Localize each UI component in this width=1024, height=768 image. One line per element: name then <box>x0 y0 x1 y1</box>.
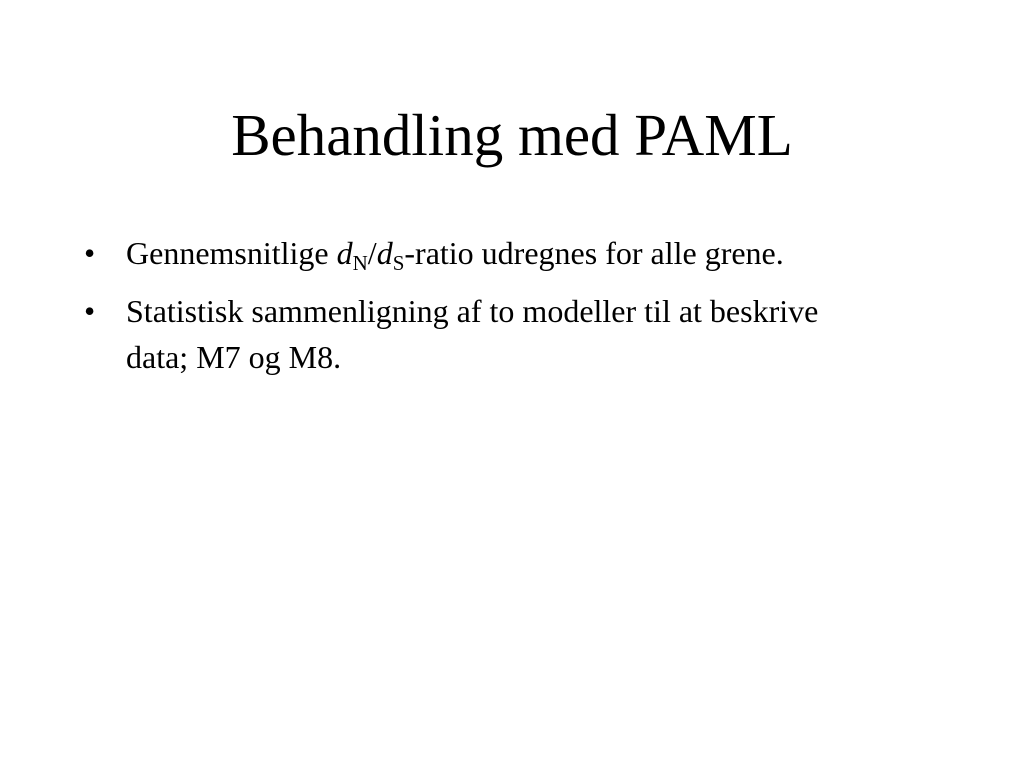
slide-title: Behandling med PAML <box>231 102 793 168</box>
bullet-text-start: Gennemsnitlige <box>126 235 337 271</box>
bullet-item-ratio <box>84 230 874 276</box>
bullet-icon: • <box>84 293 96 329</box>
ds-variable: d <box>376 235 393 271</box>
ds-subscript: S <box>392 251 405 275</box>
dn-subscript: N <box>352 251 368 275</box>
ratio-slash: / <box>367 235 377 271</box>
bullet-text: Statistisk sammenligning af to modeller til at beskrive data; M7 og M8. <box>126 293 819 375</box>
bullet-list <box>84 230 874 392</box>
bullet-text-end: -ratio udregnes for alle grene. <box>404 235 784 271</box>
bullet-item-models <box>84 288 874 380</box>
dn-variable: d <box>336 235 353 271</box>
bullet-icon: • <box>84 235 96 271</box>
